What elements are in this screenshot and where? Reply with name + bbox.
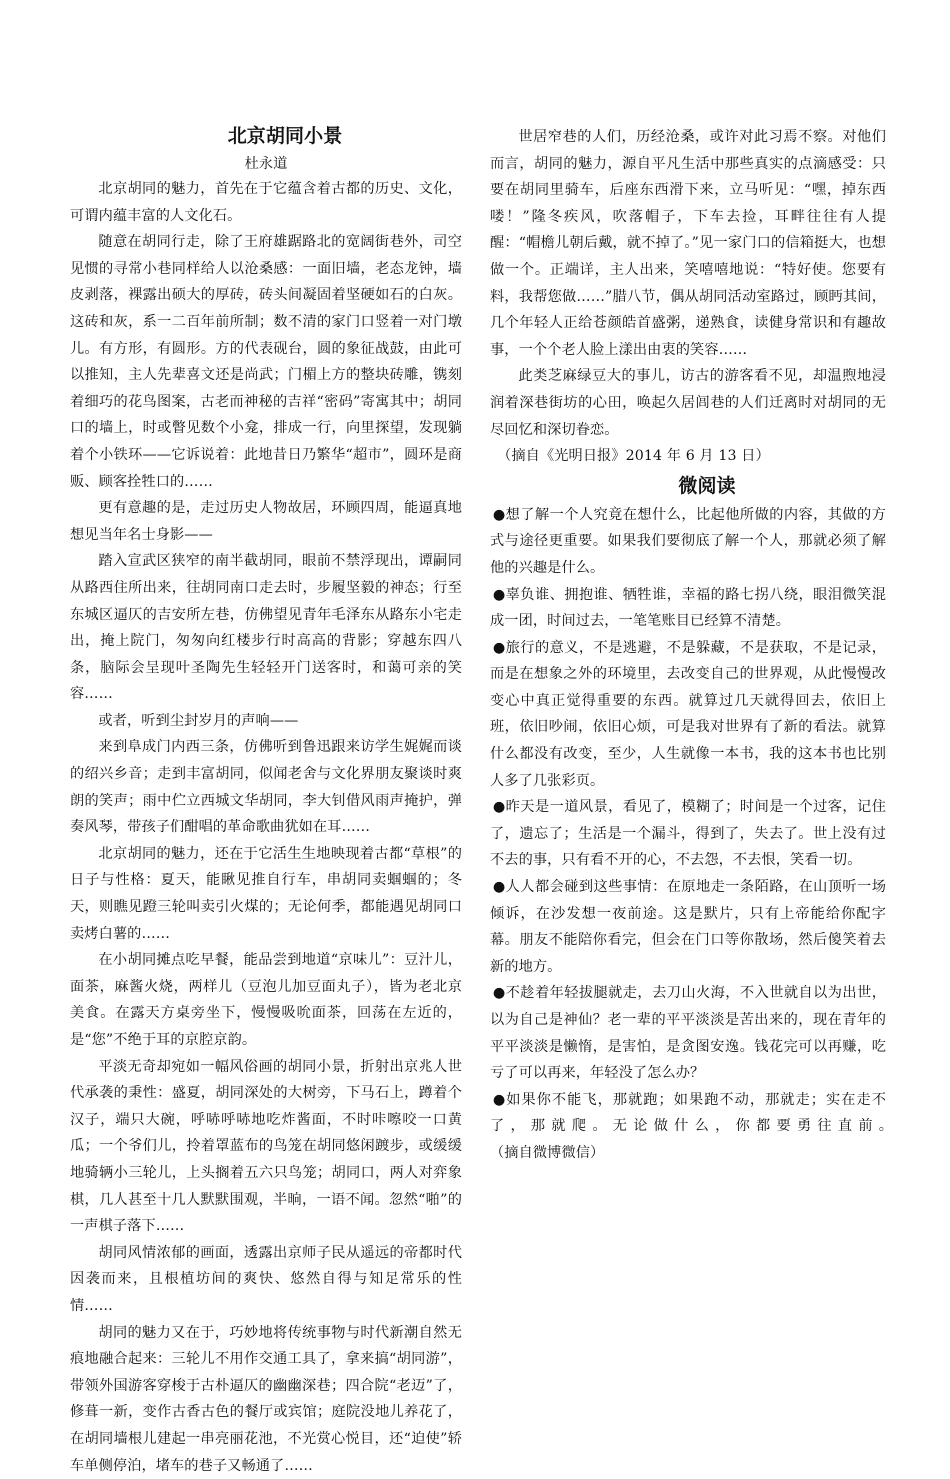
paragraph: 更有意趣的是，走过历史人物故居，环顾四周，能逼真地想见当年名士身影—— [70, 500, 462, 543]
list-item: ●人人都会碰到这些事情：在原地走一条陌路，在山顶听一场倾诉，在沙发想一夜前途。这是默片，只有上帝能给你配字幕。朋友不能陪你看完，但会在门口等你散场，然后傻笑着去新的地方。 [490, 879, 886, 975]
paragraph: 平淡无奇却宛如一幅风俗画的胡同小景，折射出京兆人世代承袭的秉性：盛夏，胡同深处的大树旁，下马石上，蹲着个汉子，端只大碗，呼哧呼哧地吃炸酱面，不时咔嚓咬一口黄瓜；一个爷们儿，拎着罩蓝布的鸟笼在胡同悠闲踱步，或缓缓地骑辆小三轮儿，上头搁着五六只鸟笼；胡同口，两人对弈象棋，几人甚至十几人默默围观，半晌，一语不闻。忽然“啪”的一声棋子落下…… [70, 1058, 462, 1235]
list-item: ●昨天是一道风景，看见了，模糊了；时间是一个过客，记住了，遗忘了；生活是一个漏斗，得到了，失去了。世上没有过不去的事，只有看不开的心，不去怨，不去恨，笑看一切。 [490, 799, 886, 869]
paragraph: 北京胡同的魅力，还在于它活生生地映现着古都“草根”的日子与性格：夏天，能瞅见推自行车，串胡同卖蝈蝈的；冬天，则瞧见蹬三轮叫卖引火煤的；无论何季，都能遇见胡同口卖烤白薯的…… [70, 845, 462, 942]
paragraph: 随意在胡同行走，除了王府雄踞路北的宽阔街巷外，司空见惯的寻常小巷同样给人以沧桑感：一面旧墙，老态龙钟，墙皮剥落，裸露出硕大的厚砖，砖头间凝固着坚硬如石的白灰。这砖和灰，系一二百年前所制；数不清的家门口竖着一对门墩儿。有方形，有圆形。方的代表砚台，圆的象征战鼓，由此可以推知，主人先辈喜文还是尚武；门楣上方的整块砖雕，镌刻着细巧的花鸟图案，古老而神秘的吉祥“密码”寄寓其中；胡同口的墙上，时或瞥见数个小龛，排成一行，向里探望，发现躺着个小铁环——它诉说着：此地昔日乃繁华“超市”，圆环是商贩、顾客拴牲口的…… [70, 234, 462, 490]
list-item: ●辜负谁、拥抱谁、牺牲谁，幸福的路七拐八绕，眼泪微笑混成一团，时间过去，一笔笔账目已经算不清楚。 [490, 586, 886, 630]
article-author: 杜永道 [244, 156, 288, 172]
list-item: ●想了解一个人究竟在想什么，比起他所做的内容，其做的方式与途径更重要。如果我们要彻底了解一个人，那就必须了解他的兴趣是什么。 [490, 506, 886, 576]
article-source: （摘自《光明日报》2014 年 6 月 13 日） [497, 448, 770, 465]
paragraph: 北京胡同的魅力，首先在于它蕴含着古都的历史、文化，可谓内蕴丰富的人文化石。 [70, 181, 462, 224]
paragraph: 此类芝麻绿豆大的事儿，访古的游客看不见，却温煦地浸润着深巷街坊的心田，唤起久居闾巷的人们迁离时对胡同的无尽回忆和深切眷恋。 [490, 368, 886, 438]
paragraph: 世居窄巷的人们，历经沧桑，或许对此习焉不察。对他们而言，胡同的魅力，源自平凡生活中那些真实的点滴感受：只要在胡同里骑车，后座东西滑下来，立马听见：“嘿，掉东西喽！”隆冬疾风，吹落帽子，下车去捡，耳畔往往有人提醒：“帽檐儿朝后戴，就不掉了。”见一家门口的信箱挺大，也想做一个。正端详，主人出来，笑嘻嘻地说：“特好使。您要有料，我帮您做……”腊八节，偶从胡同活动室路过，顾眄其间，几个年轻人正给苍颜皓首盛粥，递熟食，读健身常识和有趣故事，一个个老人脸上漾出由衷的笑容…… [490, 129, 886, 358]
paragraph: 胡同风情浓郁的画面，透露出京师子民从遥远的帝都时代因袭而来，且根植坊间的爽快、悠然自得与知足常乐的性情…… [70, 1244, 462, 1314]
list-item-text: ●如果你不能飞，那就跑；如果跑不动，那就走；实在走不了，那就爬。无论做什么，你都要勇往直前。 [490, 1091, 886, 1135]
paragraph: 在小胡同摊点吃早餐，能品尝到地道“京味儿”：豆汁儿，面茶，麻酱火烧，两样儿（豆泡儿加豆面丸子），皆为老北京美食。在露天方桌旁坐下，慢慢吸吮面茶，回荡在左近的，是“您”不绝于耳的京腔京韵。 [70, 952, 462, 1048]
section-source: （摘自微博微信） [490, 1144, 605, 1161]
paragraph: 胡同的魅力又在于，巧妙地将传统事物与时代新潮自然无痕地融合起来：三轮儿不用作交通工具了，拿来搞“胡同游”，带领外国游客穿梭于古朴逼仄的幽幽深巷；四合院“老迈”了，修葺一新，变作古香古色的餐厅或宾馆；庭院没地儿养花了，在胡同墙根儿建起一串亮丽花池，不光赏心悦目，还“迫使”轿车单侧停泊，堵车的巷子又畅通了…… [70, 1324, 462, 1474]
paragraph: 踏入宣武区狭窄的南半截胡同，眼前不禁浮现出，谭嗣同从路西住所出来，往胡同南口走去时，步履坚毅的神态；行至东城区逼仄的吉安所左巷，仿佛望见青年毛泽东从路东小宅走出，掩上院门，匆匆向红楼步行时高高的背影；穿越东四八条，脑际会呈现叶圣陶先生轻轻开门送客时，和蔼可亲的笑容…… [70, 553, 462, 703]
left-column [70, 120, 462, 1479]
list-item: ●旅行的意义，不是逃避，不是躲藏，不是获取，不是记录，而是在想象之外的环境里，去改变自己的世界观，从此慢慢改变心中真正觉得重要的东西。就算过几天就得回去，依旧上班，依旧吵闹，依旧心烦，可是我对世界有了新的看法。就算什么都没有改变，至少，人生就像一本书，我的这本书也比别人多了几张彩页。 [490, 639, 886, 789]
paragraph: 来到阜成门内西三条，仿佛听到鲁迅跟来访学生娓娓而谈的绍兴乡音；走到丰富胡同，似闻老舍与文化界朋友聚谈时爽朗的笑声；雨中伫立西城文华胡同，李大钊借风雨声掩护，弹奏风琴，带孩子们酣唱的革命歌曲犹如在耳…… [70, 739, 462, 836]
section-title: 微阅读 [678, 474, 736, 497]
paragraph: 或者，听到尘封岁月的声响—— [98, 712, 299, 729]
list-item [490, 1087, 886, 1167]
right-column [490, 124, 886, 1167]
article-title: 北京胡同小景 [227, 125, 343, 147]
list-item: ●不趁着年轻拔腿就走，去刀山火海，不入世就自以为出世，以为自己是神仙？老一辈的平平淡淡是苦出来的，现在青年的平平淡淡是懒惰，是害怕，是贪图安逸。钱花完可以再赚，吃亏了可以再来，年轻没了怎么办？ [490, 985, 886, 1082]
